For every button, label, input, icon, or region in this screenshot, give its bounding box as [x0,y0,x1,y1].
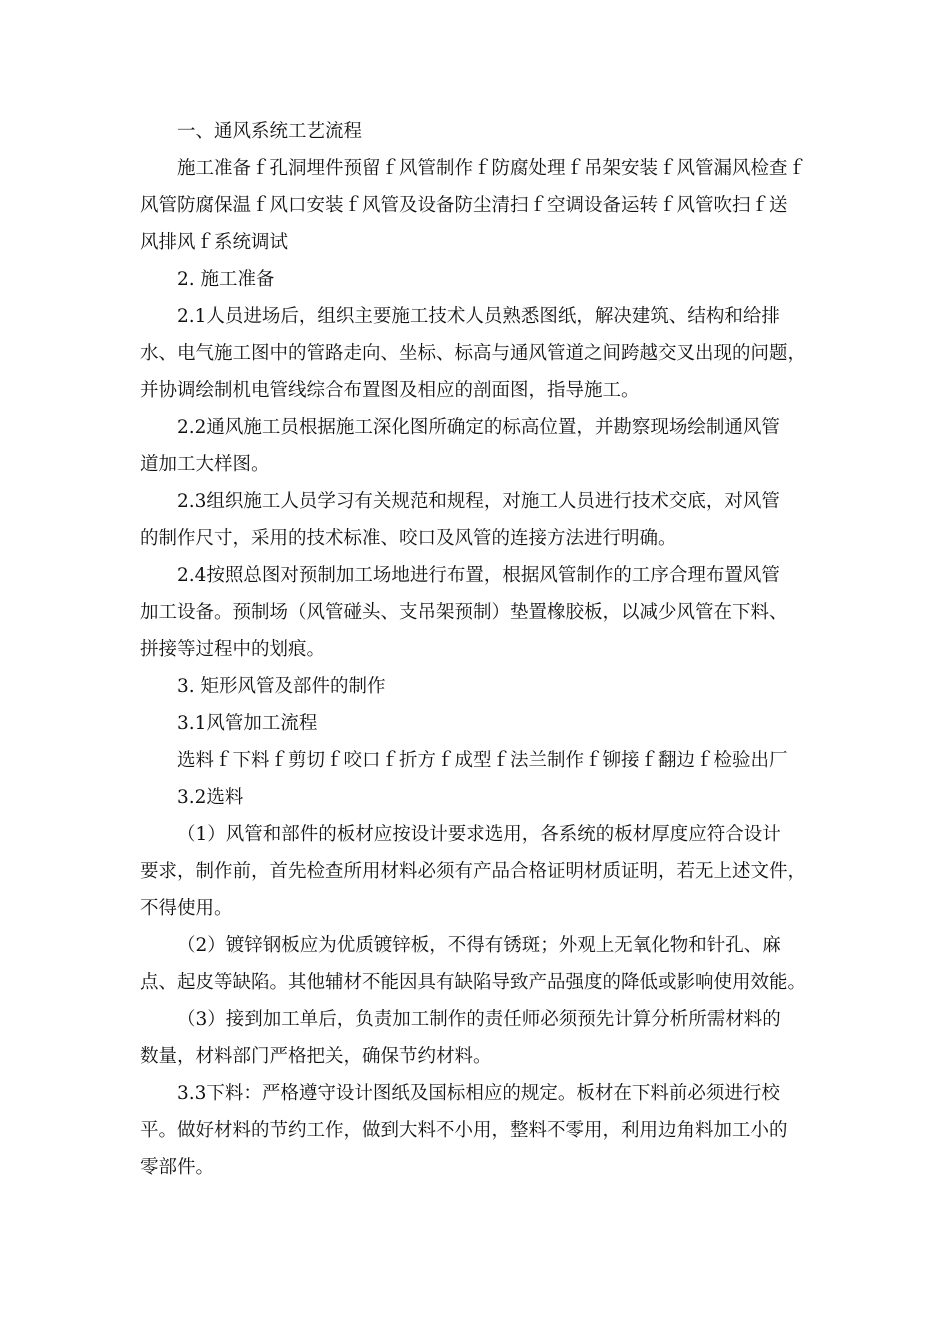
paragraph-2-1-line-2: 水、电气施工图中的管路走向、坐标、标高与通风管道之间跨越交叉出现的问题， [140,343,807,364]
paragraph-3-2-3-line-1: （3）接到加工单后，负责加工制作的责任师必须预先计算分析所需材料的 [177,1009,781,1030]
paragraph-2-3-line-2: 的制作尺寸，采用的技术标准、咬口及风管的连接方法进行明确。 [140,528,677,549]
paragraph-3-3-line-2: 平。做好材料的节约工作，做到大料不小用，整料不零用，利用边角料加工小的 [140,1120,788,1141]
paragraph-2-4-line-1: 2.4按照总图对预制加工场地进行布置，根据风管制作的工序合理布置风管 [177,565,780,586]
paragraph-3-2-1 [140,816,830,927]
paragraph-2-2 [140,409,830,483]
section-1-heading [140,113,830,150]
section-3-1-heading-line-1: 3.1风管加工流程 [177,713,318,734]
paragraph-2-2-line-1: 2.2通风施工员根据施工深化图所确定的标高位置，并勘察现场绘制通风管 [177,417,780,438]
section-2-heading [140,261,830,298]
document-body [140,113,830,1186]
paragraph-2-1-line-1: 2.1人员进场后，组织主要施工技术人员熟悉图纸，解决建筑、结构和给排 [177,306,780,327]
paragraph-2-3 [140,483,830,557]
paragraph-2-2-line-2: 道加工大样图。 [140,454,270,475]
paragraph-2-1-line-3: 并协调绘制机电管线综合布置图及相应的剖面图，指导施工。 [140,380,640,401]
duct-process-paragraph [140,742,830,779]
process-flow-paragraph-line-1: 施工准备ｆ孔洞埋件预留ｆ风管制作ｆ防腐处理ｆ吊架安装ｆ风管漏风检查ｆ [177,158,807,179]
paragraph-3-3 [140,1075,830,1186]
paragraph-2-3-line-1: 2.3组织施工人员学习有关规范和规程，对施工人员进行技术交底，对风管 [177,491,780,512]
section-3-2-heading-line-1: 3.2选料 [177,787,244,808]
process-flow-paragraph-line-2: 风管防腐保温ｆ风口安装ｆ风管及设备防尘清扫ｆ空调设备运转ｆ风管吹扫ｆ送 [140,195,788,216]
paragraph-2-4 [140,557,830,668]
paragraph-3-2-3-line-2: 数量，材料部门严格把关，确保节约材料。 [140,1046,492,1067]
paragraph-3-2-2-line-2: 点、起皮等缺陷。其他辅材不能因具有缺陷导致产品强度的降低或影响使用效能。 [140,972,807,993]
paragraph-3-3-line-1: 3.3下料：严格遵守设计图纸及国标相应的规定。板材在下料前必须进行校 [177,1083,780,1104]
paragraph-3-2-1-line-2: 要求，制作前，首先检查所用材料必须有产品合格证明材质证明，若无上述文件， [140,861,807,882]
paragraph-3-2-1-line-3: 不得使用。 [140,898,233,919]
section-3-1-heading [140,705,830,742]
process-flow-paragraph [140,150,830,261]
section-3-2-heading [140,779,830,816]
paragraph-3-3-line-3: 零部件。 [140,1157,215,1178]
section-3-heading [140,668,830,705]
process-flow-paragraph-line-3: 风排风ｆ系统调试 [140,232,289,253]
paragraph-3-2-3 [140,1001,830,1075]
paragraph-2-4-line-2: 加工设备。预制场（风管碰头、支吊架预制）垫置橡胶板，以减少风管在下料、 [140,602,788,623]
section-1-heading-line-1: 一、通风系统工艺流程 [177,121,363,142]
duct-process-paragraph-line-1: 选料ｆ下料ｆ剪切ｆ咬口ｆ折方ｆ成型ｆ法兰制作ｆ铆接ｆ翻边ｆ检验出厂 [177,750,788,771]
paragraph-3-2-1-line-1: （1）风管和部件的板材应按设计要求选用，各系统的板材厚度应符合设计 [177,824,781,845]
section-3-heading-line-1: 3. 矩形风管及部件的制作 [177,676,386,697]
paragraph-3-2-2 [140,927,830,1001]
paragraph-2-1 [140,298,830,409]
paragraph-3-2-2-line-1: （2）镀锌钢板应为优质镀锌板，不得有锈斑；外观上无氧化物和针孔、麻 [177,935,781,956]
paragraph-2-4-line-3: 拼接等过程中的划痕。 [140,639,326,660]
section-2-heading-line-1: 2. 施工准备 [177,269,275,290]
